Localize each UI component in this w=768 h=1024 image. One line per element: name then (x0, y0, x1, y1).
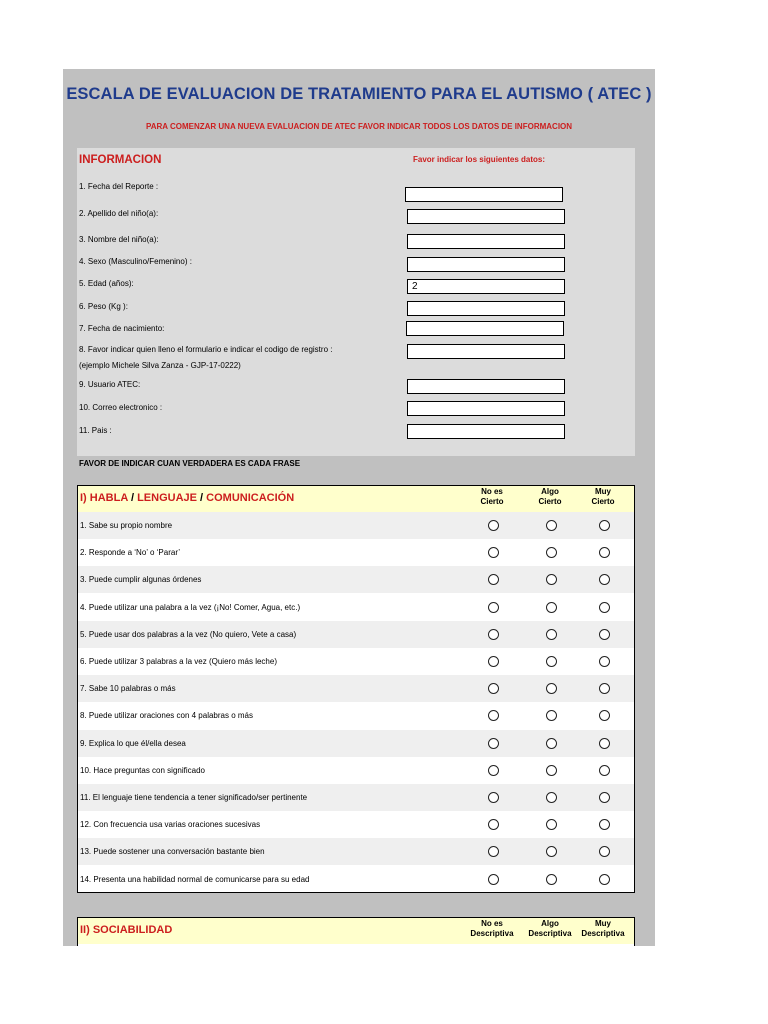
radio-very-true[interactable] (599, 710, 610, 721)
radio-not-true[interactable] (488, 602, 499, 613)
information-panel (77, 148, 635, 456)
radio-somewhat-true[interactable] (546, 656, 557, 667)
column-header-somewhat-true (520, 487, 580, 507)
radio-not-true[interactable] (488, 874, 499, 885)
column-header-not-descriptive (462, 919, 522, 939)
radio-very-true[interactable] (599, 547, 610, 558)
column-header-line: Muy (595, 487, 611, 496)
age-input[interactable] (407, 279, 565, 294)
weight-label: 6. Peso (Kg ): (79, 302, 128, 311)
report-date-input[interactable] (405, 187, 563, 202)
radio-not-true[interactable] (488, 846, 499, 857)
question-row (78, 784, 634, 811)
question-row (78, 675, 634, 702)
radio-somewhat-true[interactable] (546, 874, 557, 885)
radio-very-true[interactable] (599, 765, 610, 776)
question-label: 3. Puede cumplir algunas órdenes (80, 575, 202, 585)
radio-somewhat-true[interactable] (546, 765, 557, 776)
question-label: 8. Puede utilizar oraciones con 4 palabras o más (80, 711, 253, 721)
column-header-line: Muy (595, 919, 611, 928)
radio-not-true[interactable] (488, 520, 499, 531)
email-input[interactable] (407, 401, 565, 416)
information-hint: Favor indicar los siguientes datos: (413, 155, 546, 164)
radio-somewhat-true[interactable] (546, 602, 557, 613)
radio-not-true[interactable] (488, 819, 499, 830)
radio-somewhat-true[interactable] (546, 547, 557, 558)
radio-somewhat-true[interactable] (546, 574, 557, 585)
atec-user-label: 9. Usuario ATEC: (79, 380, 141, 389)
question-row (78, 730, 634, 757)
radio-very-true[interactable] (599, 738, 610, 749)
country-label: 11. Pais : (79, 426, 112, 435)
section-header (78, 486, 634, 512)
radio-somewhat-true[interactable] (546, 629, 557, 640)
question-row (78, 512, 634, 539)
question-row (78, 838, 634, 865)
radio-somewhat-true[interactable] (546, 846, 557, 857)
question-row (78, 702, 634, 729)
page-title: ESCALA DE EVALUACION DE TRATAMIENTO PARA EL AUTISMO ( ATEC ) (66, 85, 652, 103)
page-subtitle: PARA COMENZAR UNA NUEVA EVALUACION DE ATEC FAVOR INDICAR TODOS LOS DATOS DE INFORMACION (145, 122, 573, 131)
radio-very-true[interactable] (599, 574, 610, 585)
email-label: 10. Correo electronico : (79, 403, 163, 412)
title-separator: / (130, 492, 134, 504)
report-date-label: 1. Fecha del Reporte : (79, 182, 159, 191)
birthdate-input[interactable] (406, 321, 564, 336)
radio-somewhat-true[interactable] (546, 792, 557, 803)
column-header-line: Algo (541, 487, 559, 496)
column-header-somewhat-descriptive (520, 919, 580, 939)
birthdate-label: 7. Fecha de nacimiento: (79, 324, 165, 333)
radio-not-true[interactable] (488, 547, 499, 558)
question-row (78, 539, 634, 566)
column-header-line: Descriptiva (470, 929, 514, 938)
column-header-very-true (573, 487, 633, 507)
question-label: 5. Puede usar dos palabras a la vez (No quiero, Vete a casa) (80, 629, 297, 639)
section-title-part: COMUNICACIÓN (206, 492, 295, 504)
radio-not-true[interactable] (488, 792, 499, 803)
radio-very-true[interactable] (599, 792, 610, 803)
sex-label: 4. Sexo (Masculino/Femenino) : (79, 257, 192, 266)
radio-very-true[interactable] (599, 819, 610, 830)
radio-somewhat-true[interactable] (546, 520, 557, 531)
question-label: 10. Hace preguntas con significado (80, 765, 205, 775)
question-row (78, 648, 634, 675)
radio-very-true[interactable] (599, 874, 610, 885)
radio-not-true[interactable] (488, 683, 499, 694)
column-header-line: Cierto (538, 497, 562, 506)
column-header-not-true (462, 487, 522, 507)
weight-input[interactable] (407, 301, 565, 316)
title-separator: / (200, 492, 204, 504)
question-label: 1. Sabe su propio nombre (80, 521, 173, 530)
radio-very-true[interactable] (599, 846, 610, 857)
question-label: 6. Puede utilizar 3 palabras a la vez (Quiero más leche) (80, 657, 277, 666)
question-row (78, 621, 634, 648)
column-header-line: No es (481, 919, 503, 928)
filled-by-input[interactable] (407, 344, 565, 359)
question-label: 11. El lenguaje tiene tendencia a tener significado/ser pertinente (80, 793, 308, 802)
question-label: 13. Puede sostener una conversación bastante bien (80, 847, 265, 857)
filled-by-label: 8. Favor indicar quien lleno el formulario e indicar el codigo de registro : (79, 345, 333, 354)
section-title: II) SOCIABILIDAD (80, 924, 173, 936)
question-label: 7. Sabe 10 palabras o más (80, 684, 176, 694)
question-label: 4. Puede utilizar una palabra a la vez (¡No! Comer, Agua, etc.) (80, 602, 301, 612)
question-row (78, 566, 634, 593)
child-lastname-input[interactable] (407, 209, 565, 224)
question-row (78, 757, 634, 784)
radio-very-true[interactable] (599, 629, 610, 640)
section-title-part: I) HABLA (80, 492, 128, 504)
radio-not-true[interactable] (488, 765, 499, 776)
age-label: 5. Edad (años): (79, 279, 134, 288)
sex-input[interactable] (407, 257, 565, 272)
question-label: 9. Explica lo que él/ella desea (80, 738, 186, 748)
radio-somewhat-true[interactable] (546, 710, 557, 721)
speech-language-section (77, 485, 635, 893)
country-input[interactable] (407, 424, 565, 439)
radio-not-true[interactable] (488, 738, 499, 749)
question-row (78, 594, 634, 621)
radio-somewhat-true[interactable] (546, 683, 557, 694)
question-row (78, 811, 634, 838)
question-label: 2. Responde a ‘No’ o ‘Parar’ (80, 548, 181, 558)
child-lastname-label: 2. Apellido del niño(a): (79, 209, 159, 218)
radio-very-true[interactable] (599, 656, 610, 667)
radio-not-true[interactable] (488, 629, 499, 640)
column-header-line: Cierto (591, 497, 615, 506)
section-title (80, 492, 294, 504)
radio-not-true[interactable] (488, 574, 499, 585)
section-title-part: LENGUAJE (137, 492, 197, 504)
radio-not-true[interactable] (488, 710, 499, 721)
radio-very-true[interactable] (599, 683, 610, 694)
section-header (78, 918, 634, 944)
column-header-very-descriptive (573, 919, 633, 939)
radio-very-true[interactable] (599, 520, 610, 531)
atec-form-sheet (63, 69, 655, 946)
radio-very-true[interactable] (599, 602, 610, 613)
instructions-text: FAVOR DE INDICAR CUAN VERDADERA ES CADA FRASE (79, 459, 301, 468)
column-header-line: Descriptiva (528, 929, 572, 938)
radio-somewhat-true[interactable] (546, 819, 557, 830)
information-heading: INFORMACION (79, 154, 162, 166)
atec-user-input[interactable] (407, 379, 565, 394)
column-header-line: No es (481, 487, 503, 496)
column-header-line: Cierto (480, 497, 504, 506)
question-label: 12. Con frecuencia usa varias oraciones sucesivas (80, 820, 261, 830)
column-header-line: Descriptiva (581, 929, 625, 938)
filled-by-example: (ejemplo Michele Silva Zanza - GJP-17-0222) (79, 361, 241, 370)
question-row (78, 866, 634, 893)
column-header-line: Algo (541, 919, 559, 928)
radio-not-true[interactable] (488, 656, 499, 667)
child-name-input[interactable] (407, 234, 565, 249)
child-name-label: 3. Nombre del niño(a): (79, 235, 159, 244)
question-label: 14. Presenta una habilidad normal de comunicarse para su edad (80, 874, 310, 884)
radio-somewhat-true[interactable] (546, 738, 557, 749)
sociability-section (77, 917, 635, 946)
